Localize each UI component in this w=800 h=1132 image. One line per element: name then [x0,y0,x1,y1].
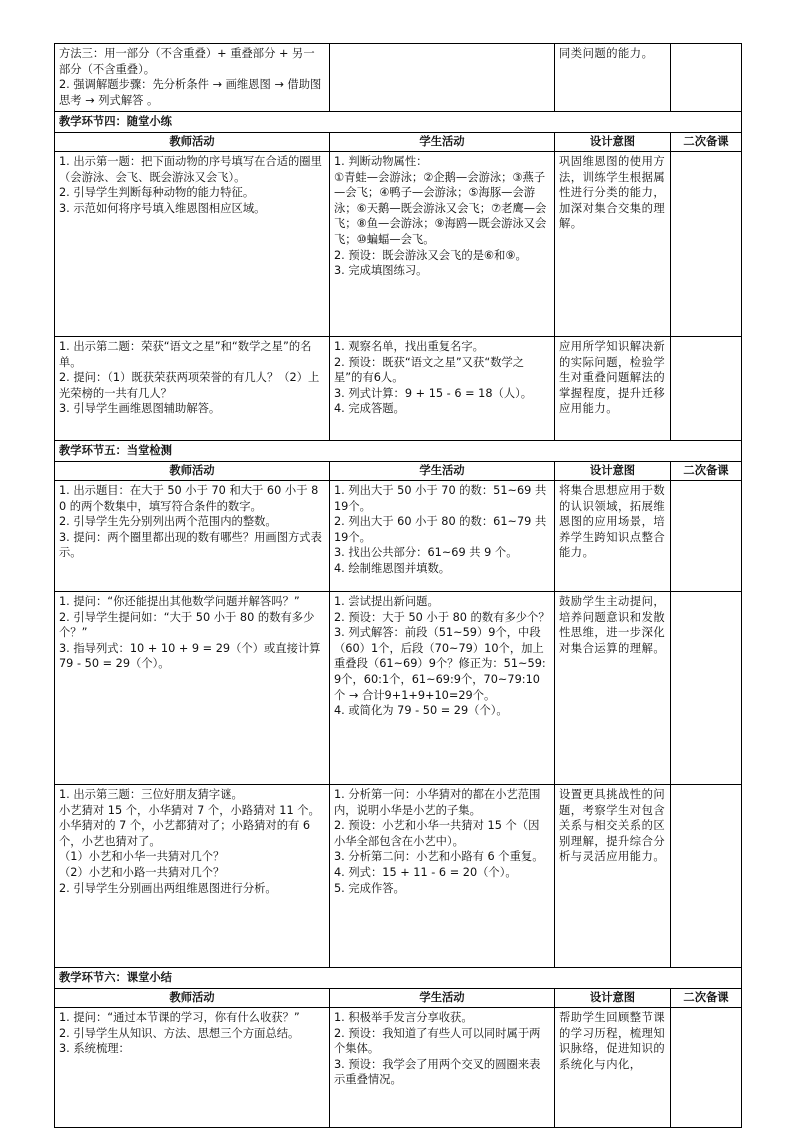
student-cell [330,785,555,968]
cell-line: 方法三：用一部分（不含重叠）+ 重叠部分 + 另一部分（不含重叠）。 [59,47,315,76]
backup-cell [671,481,742,592]
cell-line: 2. 提问：（1）既获荣获两项荣誉的有几人？（2）上光荣榜的一共有几人？ [59,371,320,400]
cell-line: 4. 绘制维恩图并填数。 [334,561,451,575]
activity-row [55,592,742,785]
header-row [55,462,742,481]
intent-cell [555,337,671,441]
continued-row [55,44,742,112]
header-row [55,133,742,152]
header-backup: 二次备课 [671,462,742,481]
header-teacher: 教师活动 [55,989,330,1008]
cell-line: 4. 列式：15 + 11 - 6 = 20（个）。 [334,865,517,879]
cell-line: 3. 示范如何将序号填入维恩图相应区域。 [59,201,266,215]
cell-line: 小艺猜对 15 个，小华猜对 7 个，小路猜对 11 个。 [59,803,320,817]
lesson-plan-table [54,43,742,1128]
section-title-row [55,112,742,133]
cell-line: 2. 引导学生判断每种动物的能力特征。 [59,186,255,200]
header-intent: 设计意图 [555,133,671,152]
teacher-cell [55,785,330,968]
cell-line: 1. 列出大于 50 小于 70 的数：51~69 共19个。 [334,484,547,513]
cell-line: 2. 预设：既会游泳又会飞的是⑥和⑨。 [334,248,527,262]
header-teacher: 教师活动 [55,462,330,481]
cell-line: 1. 出示题目：在大于 50 小于 70 和大于 60 小于 80 的两个数集中，填写符合条件的数字。 [59,484,319,513]
cell-line: 4. 完成答题。 [334,402,405,416]
cell-line: 巩固维恩图的使用方法，训练学生根据属性进行分类的能力，加深对集合交集的理解。 [559,155,666,231]
student-cell [330,592,555,785]
cell-line: 2. 引导学生分别画出两组维恩图进行分析。 [59,881,277,895]
header-backup: 二次备课 [671,133,742,152]
cell-line: 3. 列式计算：9 + 15 - 6 = 18（人）。 [334,386,533,400]
cell-line: 1. 提问：“通过本节课的学习，你有什么收获？” [59,1011,300,1024]
cell-line: 3. 系统梳理： [59,1042,130,1056]
header-row [55,989,742,1008]
section-title: 教学环节六：课堂小结 [55,968,742,989]
cell-line: 1. 提问：“你还能提出其他数学问题并解答吗？” [59,595,300,608]
cell-line: 1. 观察名单，找出重复名字。 [334,340,484,353]
header-intent: 设计意图 [555,462,671,481]
cell-line: 将集合思想应用于数的认识领域，拓展维恩图的应用场景，培养学生跨知识点整合能力。 [559,484,666,560]
activity-row [55,481,742,592]
teacher-cell [55,592,330,785]
cell-line: ①青蛙—会游泳；②企鹅—会游泳；③燕子—会飞；④鸭子—会游泳；⑤海豚—会游泳；⑥天鹅—既会游泳又会飞；⑦老鹰—会飞；⑧鱼—会游泳；⑨海鸥—既会游泳又会飞；⑩蝙蝠—会飞。 [334,170,547,246]
cell-line: 1. 分析第一问：小华猜对的都在小艺范围内，说明小华是小艺的子集。 [334,788,541,817]
cell-line: 2. 预设：既获“语文之星”又获“数学之星”的有6人。 [334,355,525,385]
student-cell [330,1008,555,1128]
cell-line: 3. 找出公共部分：61~69 共 9 个。 [334,546,518,560]
cell-line: 4. 或简化为 79 - 50 = 29（个）。 [334,704,508,718]
cell-line: 应用所学知识解决新的实际问题，检验学生对重叠问题解法的掌握程度，提升迁移应用能力。 [559,340,666,416]
header-backup: 二次备课 [671,989,742,1008]
cell-line: 2. 预设：我知道了有些人可以同时属于两个集体。 [334,1026,541,1056]
student-cell [330,44,555,112]
cell-line: 3. 提问：两个圈里都出现的数有哪些？用画图方式表示。 [59,530,322,560]
section-title: 教学环节四：随堂小练 [55,112,742,133]
section-title: 教学环节五：当堂检测 [55,441,742,462]
cell-line: 2. 预设：小艺和小华一共猜对 15 个（因小华全部包含在小艺中）。 [334,819,540,848]
cell-line: （2）小艺和小路一共猜对几个？ [59,865,225,879]
cell-line: 1. 出示第一题：把下面动物的序号填写在合适的圈里（会游泳、会飞、既会游泳又会飞）。 [59,155,322,184]
cell-line: 3. 引导学生画维恩图辅助解答。 [59,402,221,416]
teacher-cell [55,44,330,112]
cell-line: 3. 分析第二问：小艺和小路有 6 个重复。 [334,850,544,864]
cell-line: 2. 预设：大于 50 小于 80 的数有多少个？ [334,610,550,624]
student-cell [330,481,555,592]
backup-cell [671,785,742,968]
backup-cell [671,44,742,112]
student-cell [330,337,555,441]
section-title-row [55,968,742,989]
cell-line: 2. 引导学生从知识、方法、思想三个方面总结。 [59,1026,300,1040]
section-title-row [55,441,742,462]
cell-line: 帮助学生回顾整节课的学习历程，梳理知识脉络，促进知识的系统化与内化， [559,1011,666,1071]
intent-cell [555,44,671,112]
cell-line: 设置更具挑战性的问题，考察学生对包含关系与相交关系的区别理解，提升综合分析与灵活应用能力。 [559,788,666,864]
intent-cell [555,1008,671,1128]
cell-line: 1. 判断动物属性： [334,155,428,168]
teacher-cell [55,1008,330,1128]
header-student: 学生活动 [330,133,555,152]
cell-line: 1. 出示第二题：荣获“语文之星”和“数学之星”的名单。 [59,340,312,369]
teacher-cell [55,152,330,337]
intent-cell [555,592,671,785]
activity-row [55,785,742,968]
cell-line: 1. 积极举手发言分享收获。 [334,1011,473,1024]
teacher-cell [55,337,330,441]
cell-line: 2. 引导学生提问如：“大于 50 小于 80 的数有多少个？” [59,610,315,640]
cell-line: （1）小艺和小华一共猜对几个？ [59,850,225,864]
header-student: 学生活动 [330,462,555,481]
cell-line: 1. 尝试提出新问题。 [334,595,439,608]
activity-row [55,337,742,441]
header-intent: 设计意图 [555,989,671,1008]
activity-row [55,1008,742,1128]
cell-line: 3. 完成填图练习。 [334,264,428,278]
backup-cell [671,1008,742,1128]
cell-line: 2. 强调解题步骤：先分析条件 → 画维恩图 → 借助图思考 → 列式解答 。 [59,78,322,107]
cell-line: 同类问题的能力。 [559,47,654,60]
cell-line: 3. 预设：我学会了用两个交叉的圆圈来表示重叠情况。 [334,1057,541,1087]
activity-row [55,152,742,337]
cell-line: 小华猜对的 7 个，小艺都猜对了；小路猜对的有 6 个，小艺也猜对了。 [59,819,311,848]
backup-cell [671,592,742,785]
cell-line: 3. 列式解答：前段（51~59）9个，中段（60）1个，后段（70~79）10个，加上重叠段（61~69）9个？修正为：51~59:9个，60:1个，61~69:9个，70~79:10个 → 合计9+1+9+10=29个。 [334,626,546,702]
intent-cell [555,152,671,337]
cell-line: 2. 列出大于 60 小于 80 的数：61~79 共19个。 [334,515,547,544]
cell-line: 1. 出示第三题：三位好朋友猜字谜。 [59,788,243,801]
student-cell [330,152,555,337]
teacher-cell [55,481,330,592]
cell-line: 2. 引导学生先分别列出两个范围内的整数。 [59,515,277,529]
backup-cell [671,152,742,337]
header-student: 学生活动 [330,989,555,1008]
intent-cell [555,481,671,592]
header-teacher: 教师活动 [55,133,330,152]
backup-cell [671,337,742,441]
cell-line: 5. 完成作答。 [334,881,405,895]
cell-line: 3. 指导列式：10 + 10 + 9 = 29（个）或直接计算 79 - 50 = 29（个）。 [59,641,321,671]
cell-line: 鼓励学生主动提问，培养问题意识和发散性思维，进一步深化对集合运算的理解。 [559,595,666,655]
intent-cell [555,785,671,968]
